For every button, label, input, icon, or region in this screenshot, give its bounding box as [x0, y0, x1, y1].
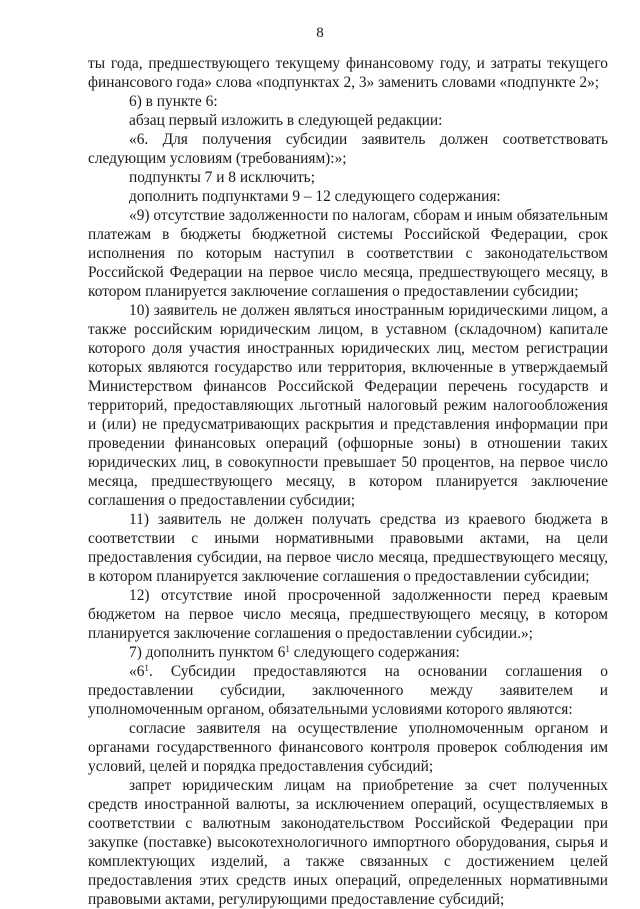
paragraph-item-7: 7) дополнить пунктом $6^1$ следующего содержания:	[129, 644, 460, 661]
paragraph-consent: согласие заявителя на осуществление уполномоченным органом и органами государственного финансового контроля проверок соблюдения им условий, целей и порядка предоставления субсидий;	[88, 720, 608, 775]
superscript: 1	[285, 644, 290, 654]
paragraph-first-abzac: абзац первый изложить в следующей редакции:	[129, 112, 443, 129]
paragraph-clause-6-1: «$6^1$. Субсидии предоставляются на основании соглашения о предоставлении субсидии, заключенного между заявителем и уполномоченным органом, обязательными условиями которого являются:	[88, 663, 608, 718]
paragraph-prohibition: запрет юридическим лицам на приобретение за счет полученных средств иностранной валюты, за исключением операций, осуществляемых в соответствии с валютным законодательством Российской Федерации при закупке (поставке) высокотехнологичного импортного оборудования, сырья и комплектующих изделий, а также связанных с достижением целей предоставления этих средств иных операций, определенных нормативными правовыми актами, регулирующими предоставление субсидий;	[88, 777, 608, 908]
paragraph-subitem-9: «9) отсутствие задолженности по налогам, сборам и иным обязательным платежам в бюджеты бюджетной системы Российской Федерации, срок исполнения по которым наступил в соответствии с законодательством Российской Федерации на первое число месяца, предшествующего месяцу, в котором планируется заключение соглашения о предоставлении субсидии;	[88, 207, 608, 300]
superscript: 1	[144, 663, 149, 673]
paragraph-exclude: подпункты 7 и 8 исключить;	[129, 169, 315, 186]
page-number: 8	[316, 25, 324, 41]
document-body	[88, 54, 608, 909]
paragraph-continuation: ты года, предшествующего текущему финансовому году, и затраты текущего финансового года» слова «подпунктах 2, 3» заменить словами «подпункте 2»;	[88, 55, 608, 91]
paragraph-subitem-12: 12) отсутствие иной просроченной задолженности перед краевым бюджетом на первое число месяца, предшествующего месяцу, в котором планируется заключение соглашения о предоставлении субсидии.»;	[88, 587, 608, 642]
paragraph-add-subitems: дополнить подпунктами 9 – 12 следующего содержания:	[129, 188, 501, 205]
paragraph-new-edition: «6. Для получения субсидии заявитель должен соответствовать следующим условиям (требованиям):»;	[88, 131, 608, 167]
paragraph-subitem-10: 10) заявитель не должен являться иностранным юридическими лицом, а также российским юридическим лицом, в уставном (складочном) капитале которого доля участия иностранных юридических лиц, местом регистрации которых являются государство или территория, включенные в утверждаемый Министерством финансов Российской Федерации перечень государств и территорий, предоставляющих льготный налоговый режим налогообложения и (или) не предусматривающих раскрытия и представления информации при проведении финансовых операций (офшорные зоны) в отношении таких юридических лиц, в совокупности превышает 50 процентов, на первое число месяца, предшествующего месяцу, в котором планируется заключение соглашения о предоставлении субсидии;	[88, 302, 608, 509]
paragraph-subitem-11: 11) заявитель не должен получать средства из краевого бюджета в соответствии с иными нормативными правовыми актами, на цели предоставления субсидии, на первое число месяца, предшествующего месяцу, в котором планируется заключение соглашения о предоставлении субсидии;	[88, 511, 608, 585]
paragraph-item-6: 6) в пункте 6:	[129, 93, 218, 110]
